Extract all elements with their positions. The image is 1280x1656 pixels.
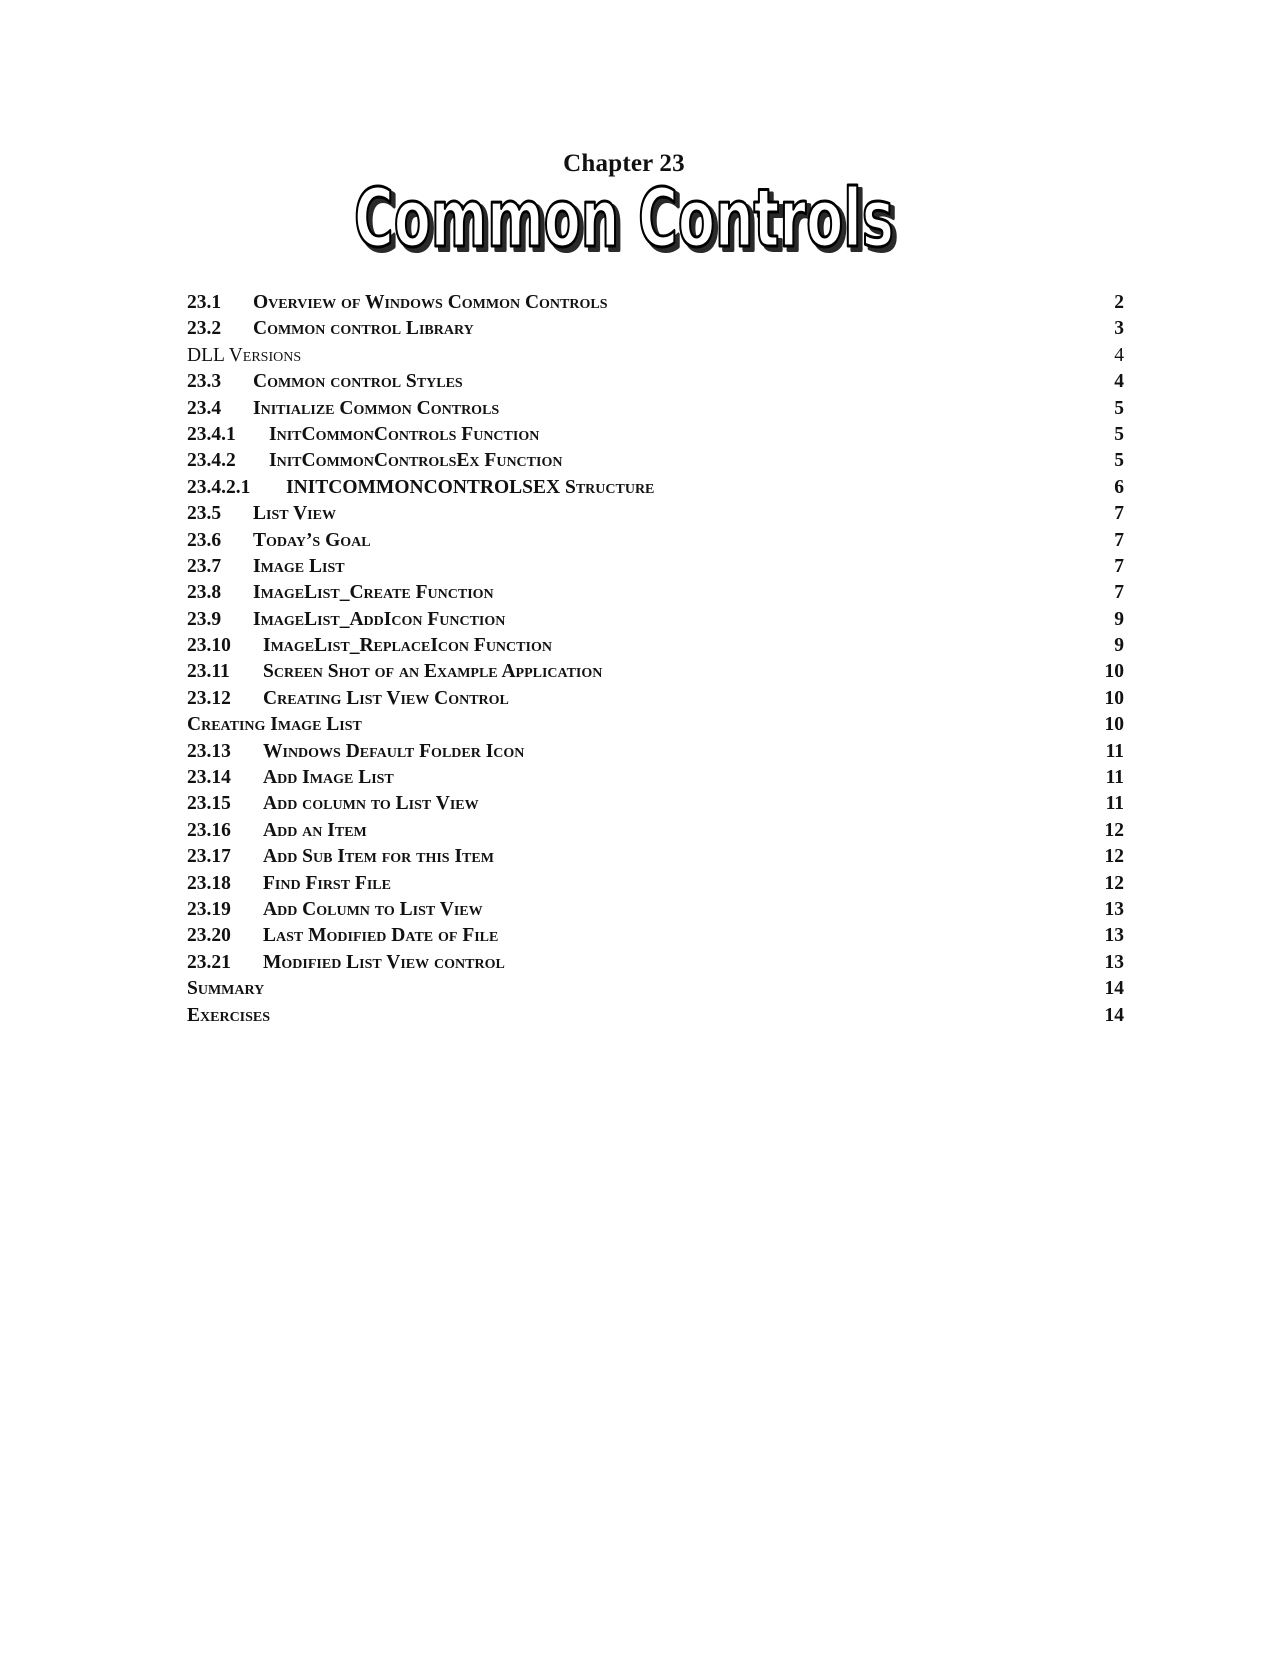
toc-title: Image List [253,555,345,577]
toc-number: 23.5 [187,503,222,525]
toc-number: 23.16 [187,819,231,841]
toc-page: 11 [1105,767,1124,789]
toc-title: Common control Library [253,318,474,340]
toc-entry[interactable] [187,712,1124,738]
toc-page: 12 [1104,819,1124,841]
toc-title: Initialize Common Controls [253,397,500,419]
toc-page: 7 [1114,503,1124,525]
toc-title: Last Modified Date of File [263,925,499,947]
chapter-title-text: Common Controls [354,178,894,264]
chapter-title-shadow: Common Controls [358,178,898,264]
toc-entry[interactable] [187,659,1124,685]
toc-page: 4 [1114,344,1124,366]
toc-entry[interactable] [187,422,1124,448]
toc-entry[interactable] [187,607,1124,633]
toc-page: 14 [1104,978,1124,1000]
chapter-title [0,178,1248,269]
toc-title: Today’s Goal [253,529,371,551]
toc-title: ImageList_Create Function [253,582,494,604]
toc-page: 5 [1114,423,1124,445]
table-of-contents [187,290,1124,1029]
toc-entry[interactable] [187,290,1124,316]
toc-page: 13 [1104,898,1124,920]
toc-page: 13 [1104,951,1124,973]
toc-entry[interactable] [187,791,1124,817]
toc-page: 12 [1104,846,1124,868]
toc-title: Screen Shot of an Example Application [263,661,603,683]
toc-title: Overview of Windows Common Controls [253,292,608,313]
toc-title: INITCOMMONCONTROLSEX Structure [286,476,655,498]
toc-number: 23.4.2 [187,450,236,472]
toc-entry[interactable] [187,844,1124,870]
toc-number: 23.20 [187,925,231,947]
toc-page: 10 [1104,714,1124,736]
toc-page: 7 [1114,529,1124,551]
toc-entry[interactable] [187,369,1124,395]
toc-title: ImageList_ReplaceIcon Function [263,635,552,657]
toc-entry[interactable] [187,818,1124,844]
toc-page: 2 [1114,292,1124,313]
toc-title: Add Column to List View [263,898,483,920]
toc-number: 23.2 [187,318,222,340]
chapter-label: Chapter 23 [563,150,685,177]
toc-number: 23.10 [187,635,231,657]
toc-entry[interactable] [187,448,1124,474]
toc-page: 14 [1104,1004,1124,1026]
toc-title: DLL Versions [187,344,302,366]
toc-page: 3 [1114,318,1124,340]
toc-title: Creating List View Control [263,687,509,709]
toc-page: 7 [1114,582,1124,604]
toc-number: 23.13 [187,740,231,762]
toc-number: 23.21 [187,951,231,973]
toc-entry[interactable] [187,633,1124,659]
toc-title: ImageList_AddIcon Function [253,608,506,630]
toc-title: Exercises [187,1004,271,1026]
toc-page: 11 [1105,793,1124,815]
toc-entry[interactable] [187,475,1124,501]
toc-entry[interactable] [187,686,1124,712]
toc-entry[interactable] [187,554,1124,580]
toc-page: 10 [1104,687,1124,709]
toc-entry[interactable] [187,871,1124,897]
toc-number: 23.7 [187,555,222,577]
toc-entry[interactable] [187,396,1124,422]
toc-page: 13 [1104,925,1124,947]
toc-title: InitCommonControls Function [269,423,540,445]
toc-title: Summary [187,978,265,1000]
chapter-title-wordart [324,178,924,264]
toc-number: 23.17 [187,846,231,868]
toc-entry[interactable] [187,739,1124,765]
toc-entry[interactable] [187,528,1124,554]
toc-entry[interactable] [187,950,1124,976]
toc-page: 9 [1114,635,1124,657]
toc-title: Add an Item [263,819,367,841]
toc-entry[interactable] [187,923,1124,949]
toc-page: 6 [1114,476,1124,498]
toc-number: 23.6 [187,529,222,551]
toc-title: Windows Default Folder Icon [263,740,525,762]
toc-number: 23.11 [187,661,230,683]
toc-title: InitCommonControlsEx Function [269,450,563,472]
toc-number: 23.1 [187,292,222,313]
toc-entry[interactable] [187,765,1124,791]
toc-title: Add Sub Item for this Item [263,846,494,868]
toc-page: 5 [1114,397,1124,419]
toc-title: List View [253,503,336,525]
toc-page: 12 [1104,872,1124,894]
toc-entry[interactable] [187,343,1124,369]
toc-entry[interactable] [187,316,1124,342]
toc-entry[interactable] [187,897,1124,923]
toc-page: 7 [1114,555,1124,577]
toc-entry[interactable] [187,1003,1124,1029]
toc-number: 23.19 [187,898,231,920]
toc-number: 23.12 [187,687,231,709]
toc-page: 9 [1114,608,1124,630]
toc-title: Add Image List [263,767,394,789]
toc-page: 10 [1104,661,1124,683]
toc-number: 23.15 [187,793,231,815]
toc-page: 11 [1105,740,1124,762]
toc-number: 23.4 [187,397,222,419]
toc-entry[interactable] [187,580,1124,606]
toc-title: Common control Styles [253,371,463,393]
toc-number: 23.3 [187,371,222,393]
toc-entry[interactable] [187,976,1124,1002]
toc-page: 4 [1114,371,1124,393]
toc-title: Creating Image List [187,714,362,736]
toc-page: 5 [1114,450,1124,472]
toc-number: 23.4.2.1 [187,476,251,498]
toc-number: 23.8 [187,582,222,604]
toc-number: 23.9 [187,608,222,630]
toc-number: 23.18 [187,872,231,894]
toc-number: 23.14 [187,767,231,789]
toc-title: Add column to List View [263,793,479,815]
toc-number: 23.4.1 [187,423,236,445]
toc-title: Find First File [263,872,391,894]
toc-title: Modified List View control [263,951,505,973]
toc-entry[interactable] [187,501,1124,527]
